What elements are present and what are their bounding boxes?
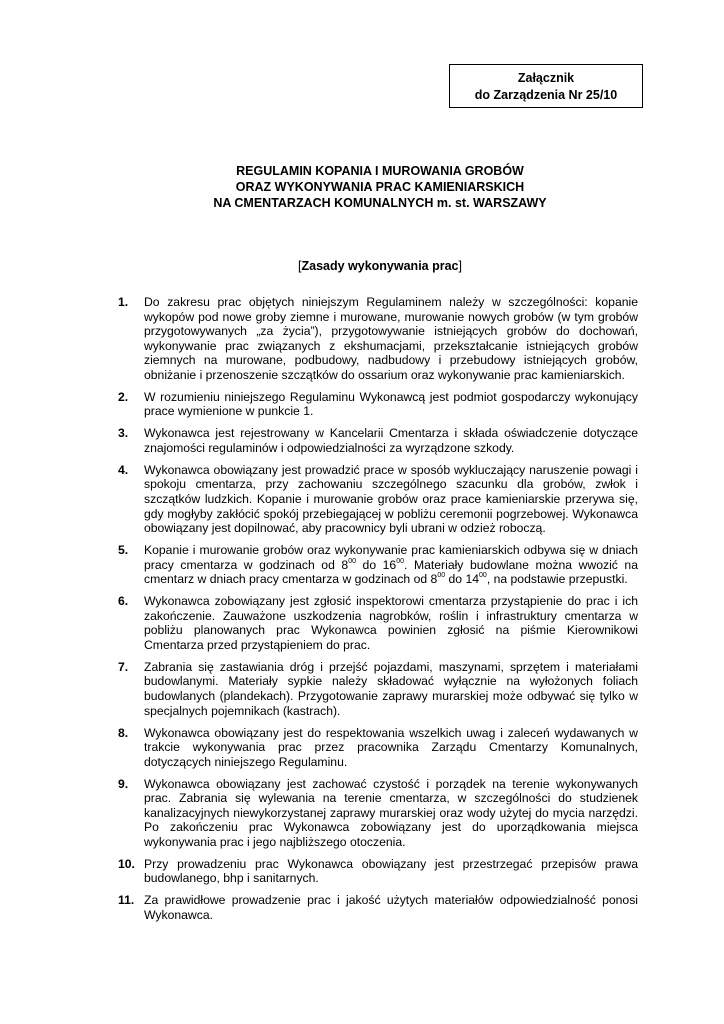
annex-box [449,64,643,108]
hour-superscript: 00 [437,572,446,580]
item-text-part: , na podstawie przepustki. [486,572,628,587]
item-text: W rozumieniu niniejszego Regulaminu Wykonawcą jest podmiot gospodarczy wykonujący prace wymienione w punkcie 1. [144,389,638,419]
item-number: 9. [118,776,129,791]
item-number: 8. [118,725,129,740]
item-text: Wykonawca obowiązany jest do respektowania wszelkich uwag i zaleceń wydawanych w trakcie wykonywania prac przez pracownika Zarządu Cmentarzy Komunalnych, dotyczących niniejszego Regulaminu. [144,725,638,769]
item-text: Wykonawca obowiązany jest zachować czystość i porządek na terenie wykonywanych prac. Zabrania się wylewania na terenie cmentarza, w szczególności do studzienek kanalizacyjnych niewykorzystanej zaprawy murarskiej oraz wody użytej do mycia narzędzi. Po zakończeniu prac Wykonawca zobowiązany jest do uporządkowania miejsca wykonywania prac i jego najbliższego otoczenia. [144,776,638,849]
item-number: 10. [118,856,135,871]
item-number: 2. [118,389,129,404]
item-number: 7. [118,659,129,674]
hour-superscript: 00 [479,572,487,580]
title-line-3: NA CMENTARZACH KOMUNALNYCH m. st. WARSZAWY [213,196,547,210]
item-text-part: Kopanie i murowanie grobów oraz wykonywanie prac kamieniarskich odbywa się w dniach pracy cmentarza w godzinach od 8 [144,543,638,572]
rules-list [118,295,638,930]
item-number: 3. [118,426,129,441]
list-item [118,463,638,536]
item-text: Przy prowadzeniu prac Wykonawca obowiązany jest przestrzegać przepisów prawa budowlanego, bhp i sanitarnych. [144,856,638,886]
item-text: Wykonawca jest rejestrowany w Kancelarii Cmentarza i składa oświadczenie dotyczące znajomości regulaminów i odpowiedzialności za wyrządzone szkody. [144,426,638,455]
list-item [118,857,638,886]
title-line-2: ORAZ WYKONYWANIA PRAC KAMIENIARSKICH [235,180,525,194]
item-text: Wykonawca zobowiązany jest zgłosić inspektorowi cmentarza przystąpienie do prac i ich zakończenie. Zauważone uszkodzenia nagrobków, roślin i infrastruktury cmentarza w pobliżu planowanych prac Wykonawca powinien zgłosić na piśmie Kierownikowi Cmentarza przed przystąpieniem do prac. [144,594,638,652]
item-text-part: do 14 [445,572,480,587]
title-line-1: REGULAMIN KOPANIA I MUROWANIA GROBÓW [236,164,524,178]
hour-superscript: 00 [396,557,405,565]
item-number: 5. [118,543,129,558]
list-item [118,660,638,718]
item-text [144,543,638,586]
document-title [100,163,660,211]
annex-line-1: Załącznik [517,71,575,85]
item-text: Zabrania się zastawiania dróg i przejść pojazdami, maszynami, sprzętem i materiałami budowlanymi. Materiały sypkie należy składować wyłącznie na wyłożonych foliach budowlanych (plandekach). Przygotowanie zaprawy murarskiej może odbywać się tylko w specjalnych pojemnikach (kastrach). [144,659,638,718]
item-number: 4. [118,462,129,477]
list-item [118,543,638,587]
subtitle-text: Zasady wykonywania prac [301,259,459,273]
item-number: 6. [118,594,129,609]
list-item [118,893,638,922]
list-item [118,594,638,652]
subtitle-open-bracket: [ [298,259,302,273]
subtitle-close-bracket: ] [458,259,462,273]
item-text-part: . Materiały budowlane można wwozić na cmentarz w dniach pracy cmentarza w godzinach od 8 [144,557,638,587]
list-item [118,295,638,383]
list-item [118,777,638,850]
item-text: Wykonawca obowiązany jest prowadzić prace w sposób wykluczający naruszenie powagi i spokoju cmentarza, przy zachowaniu szczególnego szacunku dla grobów, zwłok i szczątków ludzkich. Kopanie i murowanie grobów oraz prace kamieniarskie przerywa się, gdy mogłyby zakłócić spokój przebiegającej w pobliżu ceremonii pogrzebowej. Wykonawca obowiązany jest dopilnować, aby pracownicy byli ubrani w odzież roboczą. [144,462,638,536]
section-subtitle [100,258,660,274]
item-number: 1. [118,295,129,309]
list-item [118,726,638,770]
list-item [118,390,638,419]
item-text: Za prawidłowe prowadzenie prac i jakość użytych materiałów odpowiedzialność ponosi Wykonawca. [144,893,638,922]
list-item [118,426,638,455]
annex-line-2: do Zarządzenia Nr 25/10 [474,88,618,102]
item-text-part: do 16 [355,557,397,572]
hour-superscript: 00 [348,557,356,565]
item-text: Do zakresu prac objętych niniejszym Regulaminem należy w szczególności: kopanie wykopów pod nowe groby ziemne i murowane, murowanie nowych grobów (w tym grobów przygotowywanych „za życia”), przygotowywanie istniejących grobów do dochowań, wykonywanie prac związanych z ekshumacjami, przekształcanie istniejących grobów ziemnych na murowane, podbudowy, nadbudowy i przebudowy istniejących grobów, obniżanie i przenoszenie szczątków do ossarium oraz wykonywanie prac kamieniarskich. [144,295,638,382]
item-number: 11. [118,893,135,908]
